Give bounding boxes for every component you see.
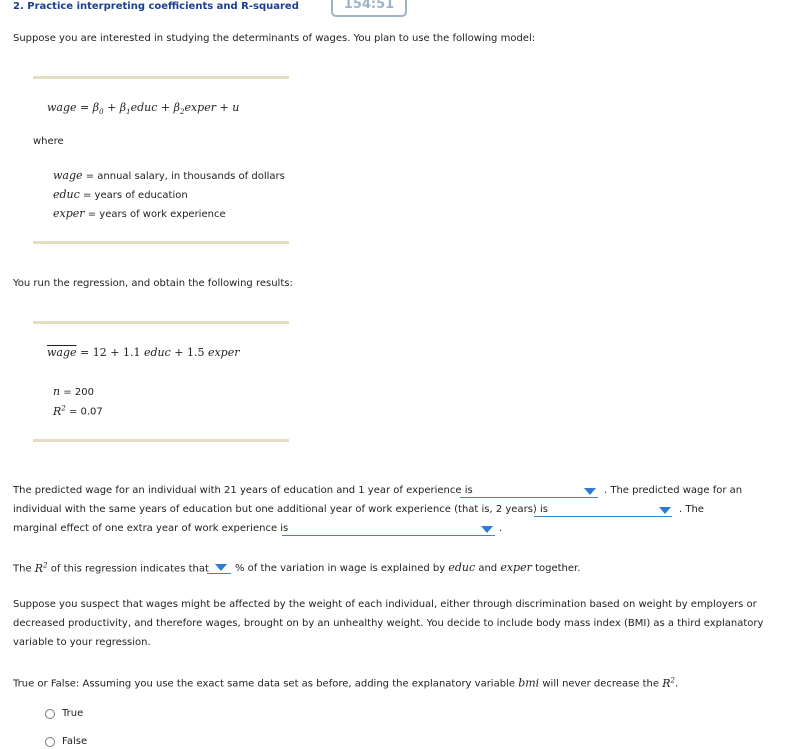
n-label: n — [53, 385, 61, 398]
beta1-educ: $\beta_1educ$ — [119, 101, 158, 117]
definition-row — [53, 207, 226, 220]
def-text: = years of work experience — [87, 209, 226, 220]
q1-text-2: . The predicted wage for an — [604, 485, 743, 496]
eq-mid: + 1.5 — [170, 346, 208, 359]
eq-const: = 12 + 1.1 — [80, 346, 144, 359]
error-term: u — [232, 101, 240, 114]
plus: + — [219, 101, 229, 114]
bmi-line-1: Suppose you suspect that wages might be affected by the weight of each individual, either through discrimination based on weight by employers or — [13, 599, 757, 610]
tf-text: True or False: Assuming you use the exact same data set as before, adding the explanatory variable — [13, 678, 515, 690]
plus: + — [107, 101, 117, 114]
predicted-wage-dropdown-2[interactable] — [534, 504, 672, 517]
bmi-line-2: decreased productivity, and therefore wages, brought on by an unhealthy weight. You decide to include body mass index (BMI) as a third explanatory — [13, 618, 764, 629]
dropdown-arrow-icon[interactable] — [584, 488, 596, 495]
var-exper: exper — [500, 561, 532, 574]
divider — [33, 76, 289, 79]
beta2-exper: $\beta_2exper$ — [173, 101, 216, 117]
r2-stat — [53, 404, 103, 418]
q2-text-rest — [235, 561, 580, 574]
option-true[interactable] — [45, 708, 83, 719]
q1-text-4: . The — [679, 504, 704, 515]
tf-text2: will never decrease the — [542, 678, 660, 690]
r2-symbol: $R^2$ — [34, 561, 48, 575]
q2-part3: % of the variation in wage is explained by — [235, 563, 446, 574]
divider — [33, 241, 289, 244]
option-label: True — [62, 708, 84, 719]
var-exper: exper — [207, 346, 240, 359]
eq-sign: = — [80, 101, 90, 114]
def-var: exper — [53, 207, 85, 220]
dropdown-arrow-icon[interactable] — [659, 507, 671, 514]
def-text: = years of education — [82, 190, 188, 201]
definition-row — [53, 188, 188, 201]
option-false[interactable] — [45, 736, 87, 747]
q2-text — [13, 561, 209, 575]
var-educ: educ — [143, 346, 171, 359]
predicted-wage-dropdown-1[interactable] — [460, 485, 598, 498]
var-bmi: bmi — [518, 676, 540, 690]
model-equation — [47, 101, 239, 116]
q1-text-6: . — [499, 523, 503, 534]
beta0: $\beta_0$ — [92, 101, 104, 117]
divider — [33, 321, 289, 324]
wage-hat: wage — [47, 346, 77, 359]
plus: + — [160, 101, 171, 114]
page-title: 2. Practice interpreting coefficients and R-squared — [13, 1, 299, 12]
q2-part2: of this regression indicates that — [50, 563, 209, 575]
q1-text-3: individual with the same years of education but one additional year of work experience (that is, 2 years) is — [13, 504, 548, 515]
results-equation — [47, 346, 239, 359]
results-intro: You run the regression, and obtain the following results: — [13, 278, 293, 289]
n-stat — [53, 385, 94, 398]
radio-button[interactable] — [45, 737, 55, 747]
q2-the: The — [13, 563, 32, 575]
def-text: = annual salary, in thousands of dollars — [85, 171, 285, 182]
def-var: wage — [53, 169, 83, 182]
q1-text-5: marginal effect of one extra year of work experience is — [13, 523, 289, 534]
q2-and: and — [478, 563, 498, 574]
dropdown-arrow-icon[interactable] — [215, 564, 227, 571]
var-wage: wage — [47, 101, 77, 114]
marginal-effect-dropdown[interactable] — [282, 523, 495, 536]
bmi-line-3: variable to your regression. — [13, 637, 151, 648]
dropdown-arrow-icon[interactable] — [481, 526, 493, 533]
r2-label: $R^2$ — [53, 404, 66, 418]
def-var: educ — [53, 188, 80, 201]
var-educ: educ — [448, 561, 476, 574]
countdown-timer: 154:51 — [331, 0, 407, 17]
q1-text-1: The predicted wage for an individual with 21 years of education and 1 year of experience is — [13, 485, 473, 496]
q2-part4: together. — [535, 563, 581, 574]
r2-symbol: $R^2$ — [662, 676, 675, 690]
definition-row — [53, 169, 285, 182]
r2-value: = 0.07 — [68, 406, 103, 418]
option-label: False — [62, 736, 88, 747]
where-label: where — [33, 136, 64, 147]
tf-end: . — [675, 678, 679, 690]
radio-button[interactable] — [45, 709, 55, 719]
n-value: = 200 — [63, 387, 94, 398]
divider — [33, 439, 289, 442]
tf-question — [13, 676, 678, 690]
intro-text: Suppose you are interested in studying the determinants of wages. You plan to use the following model: — [13, 33, 536, 44]
